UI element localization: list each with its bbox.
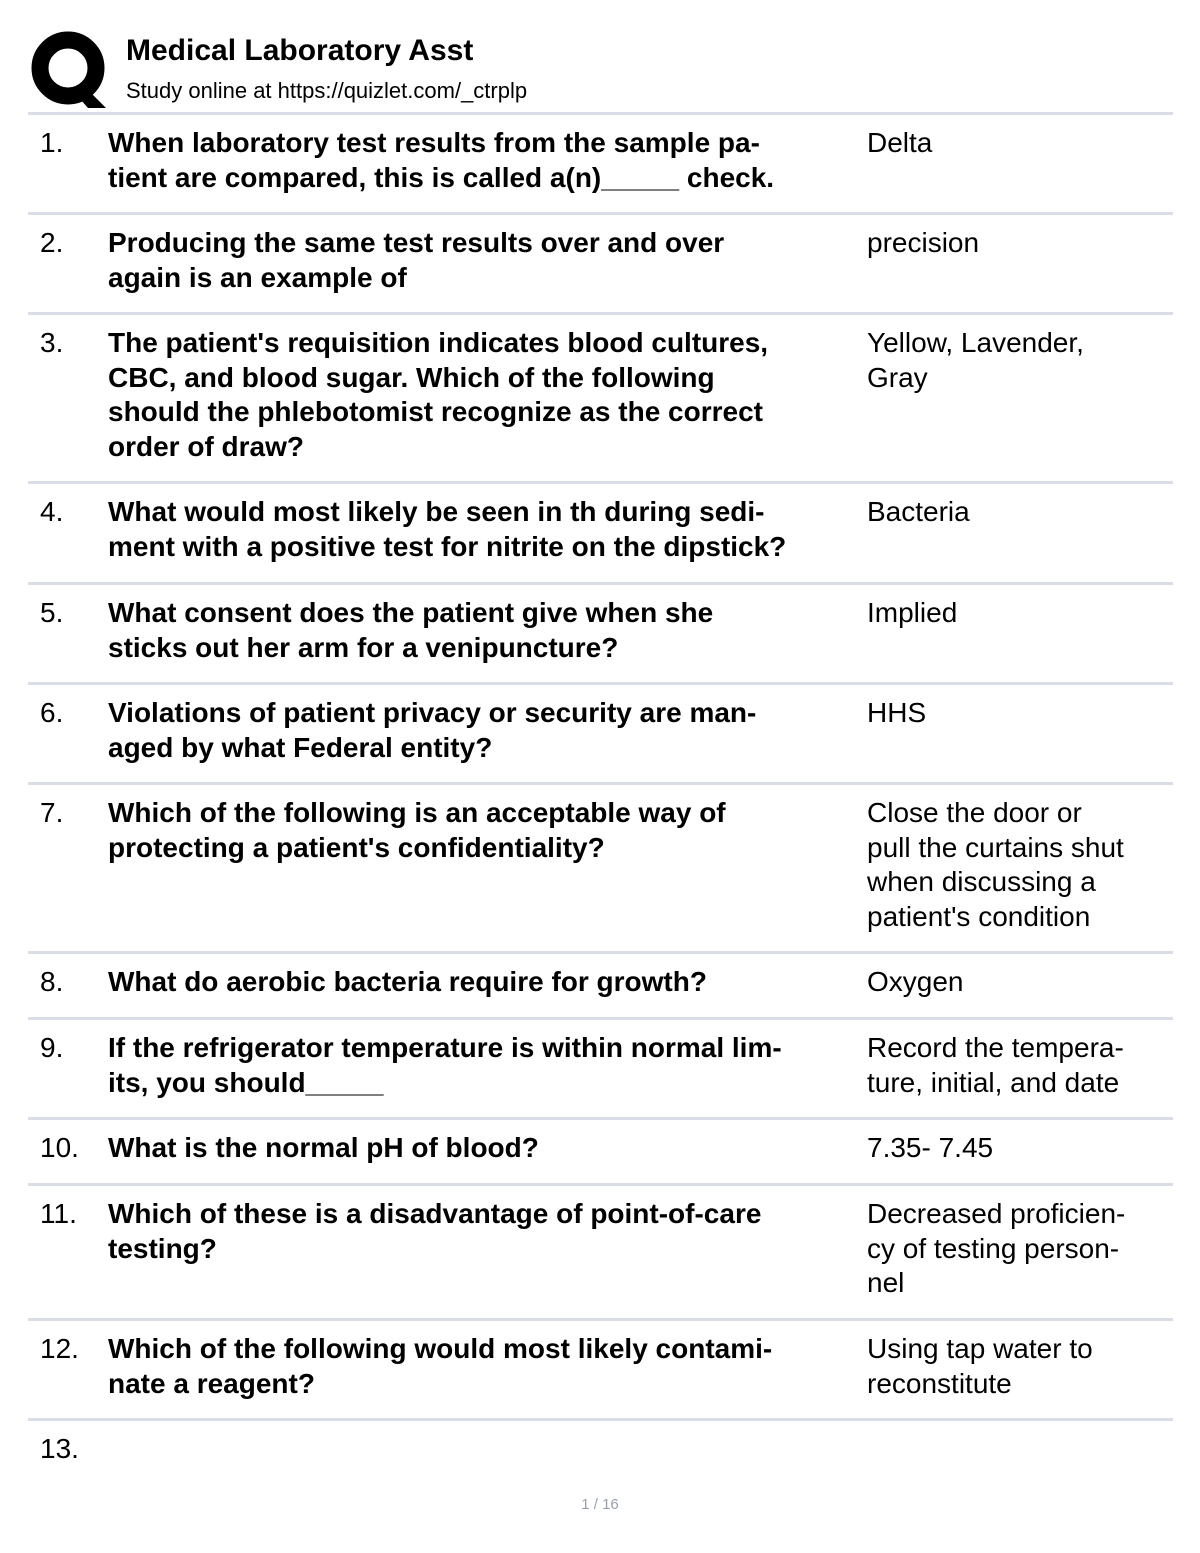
card-answer: 7.35- 7.45 (867, 1132, 994, 1163)
card-question: What is the normal pH of blood? (108, 1132, 539, 1163)
card-answer: Oxygen (867, 966, 964, 997)
divider (28, 1117, 1173, 1120)
page-header (30, 28, 1170, 112)
card-answer: Delta (867, 127, 933, 158)
card-number: 13. (40, 1433, 79, 1464)
card-number: 9. (40, 1032, 64, 1063)
divider (28, 582, 1173, 585)
card-number: 6. (40, 697, 64, 728)
card-answer: HHS (867, 697, 927, 728)
card-answer: Implied (867, 597, 958, 628)
divider (28, 1418, 1173, 1421)
divider (28, 951, 1173, 954)
card-question: Violations of patient privacy or security are man- aged by what Federal entity? (108, 697, 757, 763)
card-question: If the refrigerator temperature is within normal lim- its, you should_____ (108, 1032, 782, 1098)
divider (28, 312, 1173, 315)
divider (28, 1017, 1173, 1020)
divider (28, 782, 1173, 785)
card-answer: Decreased proficien- cy of testing person- nel (867, 1198, 1126, 1298)
divider (28, 212, 1173, 215)
card-number: 2. (40, 227, 64, 258)
card-number: 11. (40, 1198, 77, 1229)
card-answer: precision (867, 227, 980, 258)
card-answer: Record the tempera- ture, initial, and date (867, 1032, 1124, 1098)
card-answer: Bacteria (867, 496, 970, 527)
card-question: What would most likely be seen in th during sedi- ment with a positive test for nitrite on the dipstick? (108, 496, 787, 562)
card-number: 4. (40, 496, 64, 527)
card-number: 12. (40, 1333, 79, 1364)
deck-title: Medical Laboratory Asst (126, 34, 474, 67)
card-number: 8. (40, 966, 64, 997)
quizlet-logo-icon (30, 30, 110, 110)
card-answer: Yellow, Lavender, Gray (867, 327, 1084, 393)
page-indicator: 1 / 16 (581, 1496, 619, 1513)
card-question: When laboratory test results from the sample pa- tient are compared, this is called a(n)_____ check. (108, 127, 775, 193)
card-number: 3. (40, 327, 64, 358)
card-answer: Close the door or pull the curtains shut when discussing a patient's condition (867, 797, 1124, 932)
divider (28, 1183, 1173, 1186)
divider (28, 112, 1173, 115)
card-question: The patient's requisition indicates blood cultures, CBC, and blood sugar. Which of the following should the phlebotomist recognize as the correct order of draw? (108, 327, 769, 462)
divider (28, 1318, 1173, 1321)
divider (28, 481, 1173, 484)
card-question: What do aerobic bacteria require for growth? (108, 966, 707, 997)
card-question: Which of the following is an acceptable way of protecting a patient's confidentiality? (108, 797, 726, 863)
card-number: 10. (40, 1132, 79, 1163)
card-question: Producing the same test results over and over again is an example of (108, 227, 725, 293)
card-number: 5. (40, 597, 64, 628)
card-answer: Using tap water to reconstitute (867, 1333, 1093, 1399)
card-question: What consent does the patient give when she sticks out her arm for a venipuncture? (108, 597, 714, 663)
card-number: 7. (40, 797, 64, 828)
divider (28, 682, 1173, 685)
study-link[interactable]: Study online at https://quizlet.com/_ctrplp (126, 78, 528, 103)
card-number: 1. (40, 127, 64, 158)
card-question: Which of the following would most likely contami- nate a reagent? (108, 1333, 773, 1399)
card-question: Which of these is a disadvantage of point-of-care testing? (108, 1198, 762, 1264)
